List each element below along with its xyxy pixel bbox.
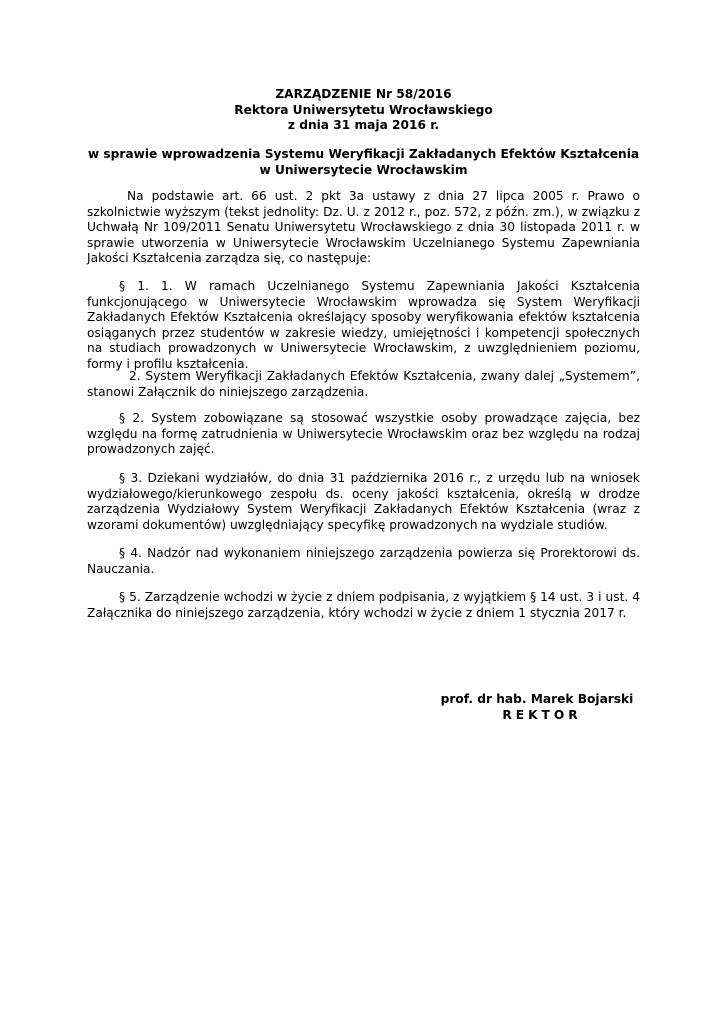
signature-block	[437, 692, 637, 723]
document-page	[87, 0, 640, 1024]
section-4-paragraph: § 4. Nadzór nad wykonaniem niniejszego zarządzenia powierza się Prorektorowi ds. Nauczania.	[87, 546, 640, 576]
subject-line-2: w Uniwersytecie Wrocławskim	[259, 162, 468, 177]
document-title	[87, 87, 640, 134]
section-1-paragraph-2: 2. System Weryfikacji Zakładanych Efektów Kształcenia, zwany dalej „Systemem”, stanowi Załącznik do niniejszego zarządzenia.	[87, 369, 640, 399]
section-1-paragraph-1: § 1. 1. W ramach Uczelnianego Systemu Zapewniania Jakości Kształcenia funkcjonującego w Uniwersytecie Wrocławskim wprowadza się System Weryfikacji Zakładanych Efektów Kształcenia określający sposoby weryfikowania efektów kształcenia osiąganych przez studentów w zakresie wiedzy, umiejętności i kompetencji społecznych na studiach prowadzonych w Uniwersytecie Wrocławskim, z uwzględnieniem poziomu, formy i profilu kształcenia.	[87, 279, 640, 371]
section-2-paragraph: § 2. System zobowiązane są stosować wszystkie osoby prowadzące zajęcia, bez względu na formę zatrudnienia w Uniwersytecie Wrocławskim oraz bez względu na rodzaj prowadzonych zajęć.	[87, 411, 640, 457]
title-line-date: z dnia 31 maja 2016 r.	[287, 118, 440, 133]
section-3-paragraph: § 3. Dziekani wydziałów, do dnia 31 października 2016 r., z urzędu lub na wniosek wydziałowego/kierunkowego zespołu ds. oceny jakości kształcenia, określą w drodze zarządzenia Wydziałowy System Weryfikacji Zakładanych Efektów Kształcenia (wraz z wzorami dokumentów) uwzględniający specyfikę prowadzonych na wydziale studiów.	[87, 471, 640, 532]
signatory-name: prof. dr hab. Marek Bojarski	[440, 692, 634, 706]
subject-line-1: w sprawie wprowadzenia Systemu Weryfikacji Zakładanych Efektów Kształcenia	[87, 147, 640, 161]
title-line-issuer: Rektora Uniwersytetu Wrocławskiego	[234, 102, 493, 117]
signatory-title: REKTOR	[502, 707, 582, 722]
document-subject	[87, 147, 640, 178]
title-line-ordinance-number: ZARZĄDZENIE Nr 58/2016	[275, 87, 452, 101]
section-5-paragraph: § 5. Zarządzenie wchodzi w życie z dniem podpisania, z wyjątkiem § 14 ust. 3 i ust. 4 Załącznika do niniejszego zarządzenia, który wchodzi w życie z dniem 1 stycznia 2017 r.	[87, 590, 640, 620]
preamble-paragraph: Na podstawie art. 66 ust. 2 pkt 3a ustawy z dnia 27 lipca 2005 r. Prawo o szkolnictwie wyższym (tekst jednolity: Dz. U. z 2012 r., poz. 572, z późn. zm.), w związku z Uchwałą Nr 109/2011 Senatu Uniwersytetu Wrocławskiego z dnia 30 listopada 2011 r. w sprawie utworzenia w Uniwersytecie Wrocławskim Uczelnianego Systemu Zapewniania Jakości Kształcenia zarządza się, co następuje:	[87, 189, 640, 266]
